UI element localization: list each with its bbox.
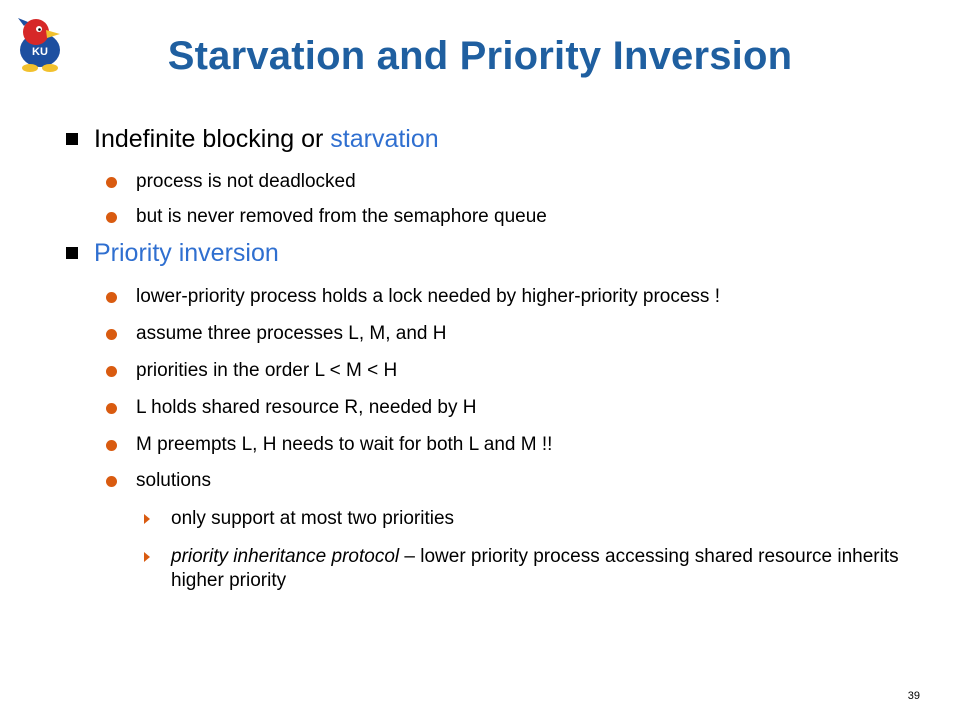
sub-bullet-text: L holds shared resource R, needed by H bbox=[136, 397, 477, 418]
square-bullet-icon bbox=[66, 247, 78, 259]
bullet-label: Priority inversion bbox=[94, 239, 279, 267]
round-bullet-icon bbox=[106, 329, 117, 340]
square-bullet-icon bbox=[66, 133, 78, 145]
bullet-label: Indefinite blocking or bbox=[94, 125, 331, 153]
sub-bullet-text: assume three processes L, M, and H bbox=[136, 323, 447, 344]
round-bullet-icon bbox=[106, 476, 117, 487]
sub-bullet-text: process is not deadlocked bbox=[136, 171, 356, 192]
page-number: 39 bbox=[907, 690, 920, 702]
arrow-bullet-icon bbox=[144, 552, 150, 562]
sub-bullet-text: but is never removed from the semaphore queue bbox=[136, 206, 547, 227]
arrow-bullet-icon bbox=[144, 514, 150, 524]
round-bullet-icon bbox=[106, 440, 117, 451]
solution-text: – lower priority process accessing shared resource inherits higher priority bbox=[171, 546, 899, 591]
sub-bullet-text: priorities in the order L < M < H bbox=[136, 360, 398, 381]
round-bullet-icon bbox=[106, 212, 117, 223]
slide-title: Starvation and Priority Inversion bbox=[167, 34, 793, 78]
sub-bullet-text: solutions bbox=[136, 470, 211, 491]
solution-text: only support at most two priorities bbox=[171, 508, 455, 529]
solution-protocol-name: priority inheritance protocol bbox=[171, 546, 400, 567]
bullet-highlight-starvation: starvation bbox=[330, 125, 439, 153]
round-bullet-icon bbox=[106, 292, 117, 303]
round-bullet-icon bbox=[106, 177, 117, 188]
logo-text: KU bbox=[32, 46, 48, 58]
round-bullet-icon bbox=[106, 403, 117, 414]
round-bullet-icon bbox=[106, 366, 117, 377]
sub-bullet-text: M preempts L, H needs to wait for both L and M !! bbox=[136, 434, 553, 455]
sub-bullet-text: lower-priority process holds a lock needed by higher-priority process ! bbox=[136, 286, 720, 307]
